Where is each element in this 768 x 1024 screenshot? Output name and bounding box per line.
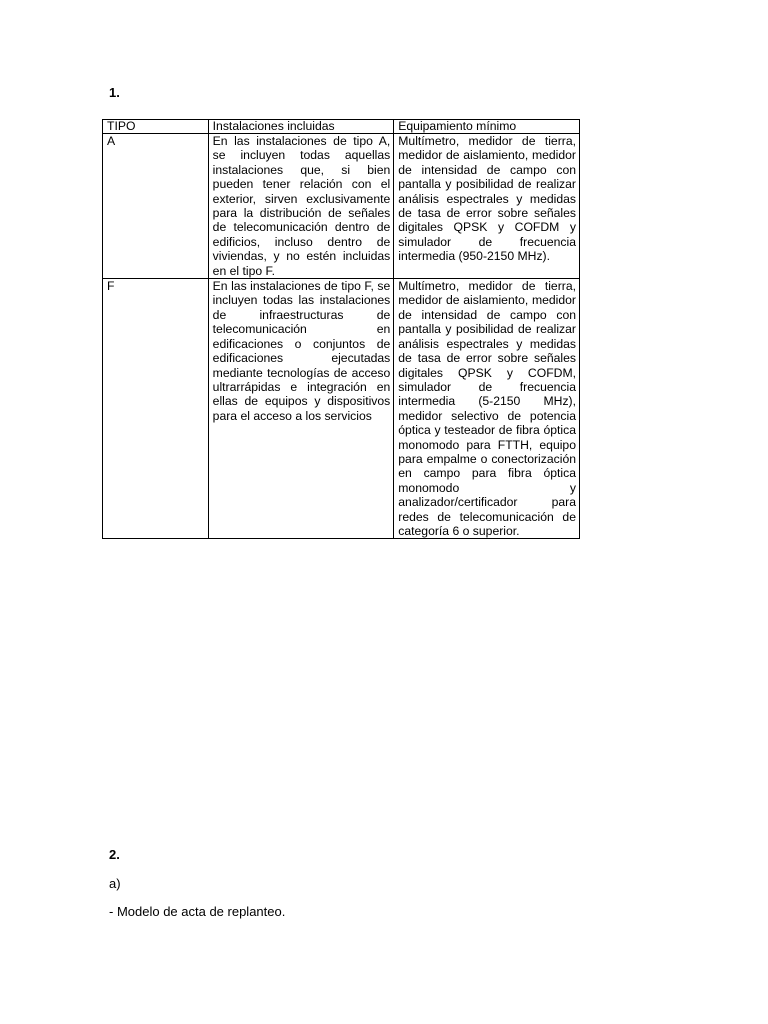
table-header-row bbox=[103, 120, 580, 134]
section-2-subsection: a) bbox=[109, 876, 121, 891]
cell-instalaciones: En las instalaciones de tipo F, se incluyen todas las instalaciones de infraestructuras de telecomunicación en edificaciones o conjuntos de edificaciones ejecutadas mediante tecnologías de acceso ultrarrápidas e integración en ellas de equipos y dispositivos para el acceso a los servicios bbox=[208, 279, 394, 539]
cell-equipamiento: Multímetro, medidor de tierra, medidor de aislamiento, medidor de intensidad de campo con pantalla y posibilidad de realizar análisis espectrales y medidas de tasa de error sobre señales digitales QPSK y COFDM, simulador de frecuencia intermedia (5-2150 MHz), medidor selectivo de potencia óptica y testeador de fibra óptica monomodo para FTTH, equipo para empalme o conectorización en campo para fibra óptica monomodo y analizador/certificador para redes de telecomunicación de categoría 6 o superior. bbox=[394, 279, 580, 539]
section-2-heading: 2. bbox=[109, 847, 120, 862]
cell-instalaciones: En las instalaciones de tipo A, se incluyen todas aquellas instalaciones que, si bien pueden tener relación con el exterior, sirven exclusivamente para la distribución de señales de telecomunicación dentro de edificios, incluso dentro de viviendas, y no estén incluidas en el tipo F. bbox=[208, 134, 394, 279]
section-1-heading: 1. bbox=[109, 85, 120, 100]
header-tipo: TIPO bbox=[103, 120, 209, 134]
header-instalaciones: Instalaciones incluidas bbox=[208, 120, 394, 134]
header-equipamiento: Equipamiento mínimo bbox=[394, 120, 580, 134]
cell-tipo: F bbox=[103, 279, 209, 539]
cell-equipamiento: Multímetro, medidor de tierra, medidor de aislamiento, medidor de intensidad de campo con pantalla y posibilidad de realizar análisis espectrales y medidas de tasa de error sobre señales digitales QPSK y COFDM y simulador de frecuencia intermedia (950-2150 MHz). bbox=[394, 134, 580, 279]
table-row-a bbox=[103, 134, 580, 279]
table-row-f bbox=[103, 279, 580, 539]
cell-tipo: A bbox=[103, 134, 209, 279]
section-2-item: - Modelo de acta de replanteo. bbox=[109, 904, 286, 919]
installation-types-table bbox=[102, 119, 580, 539]
